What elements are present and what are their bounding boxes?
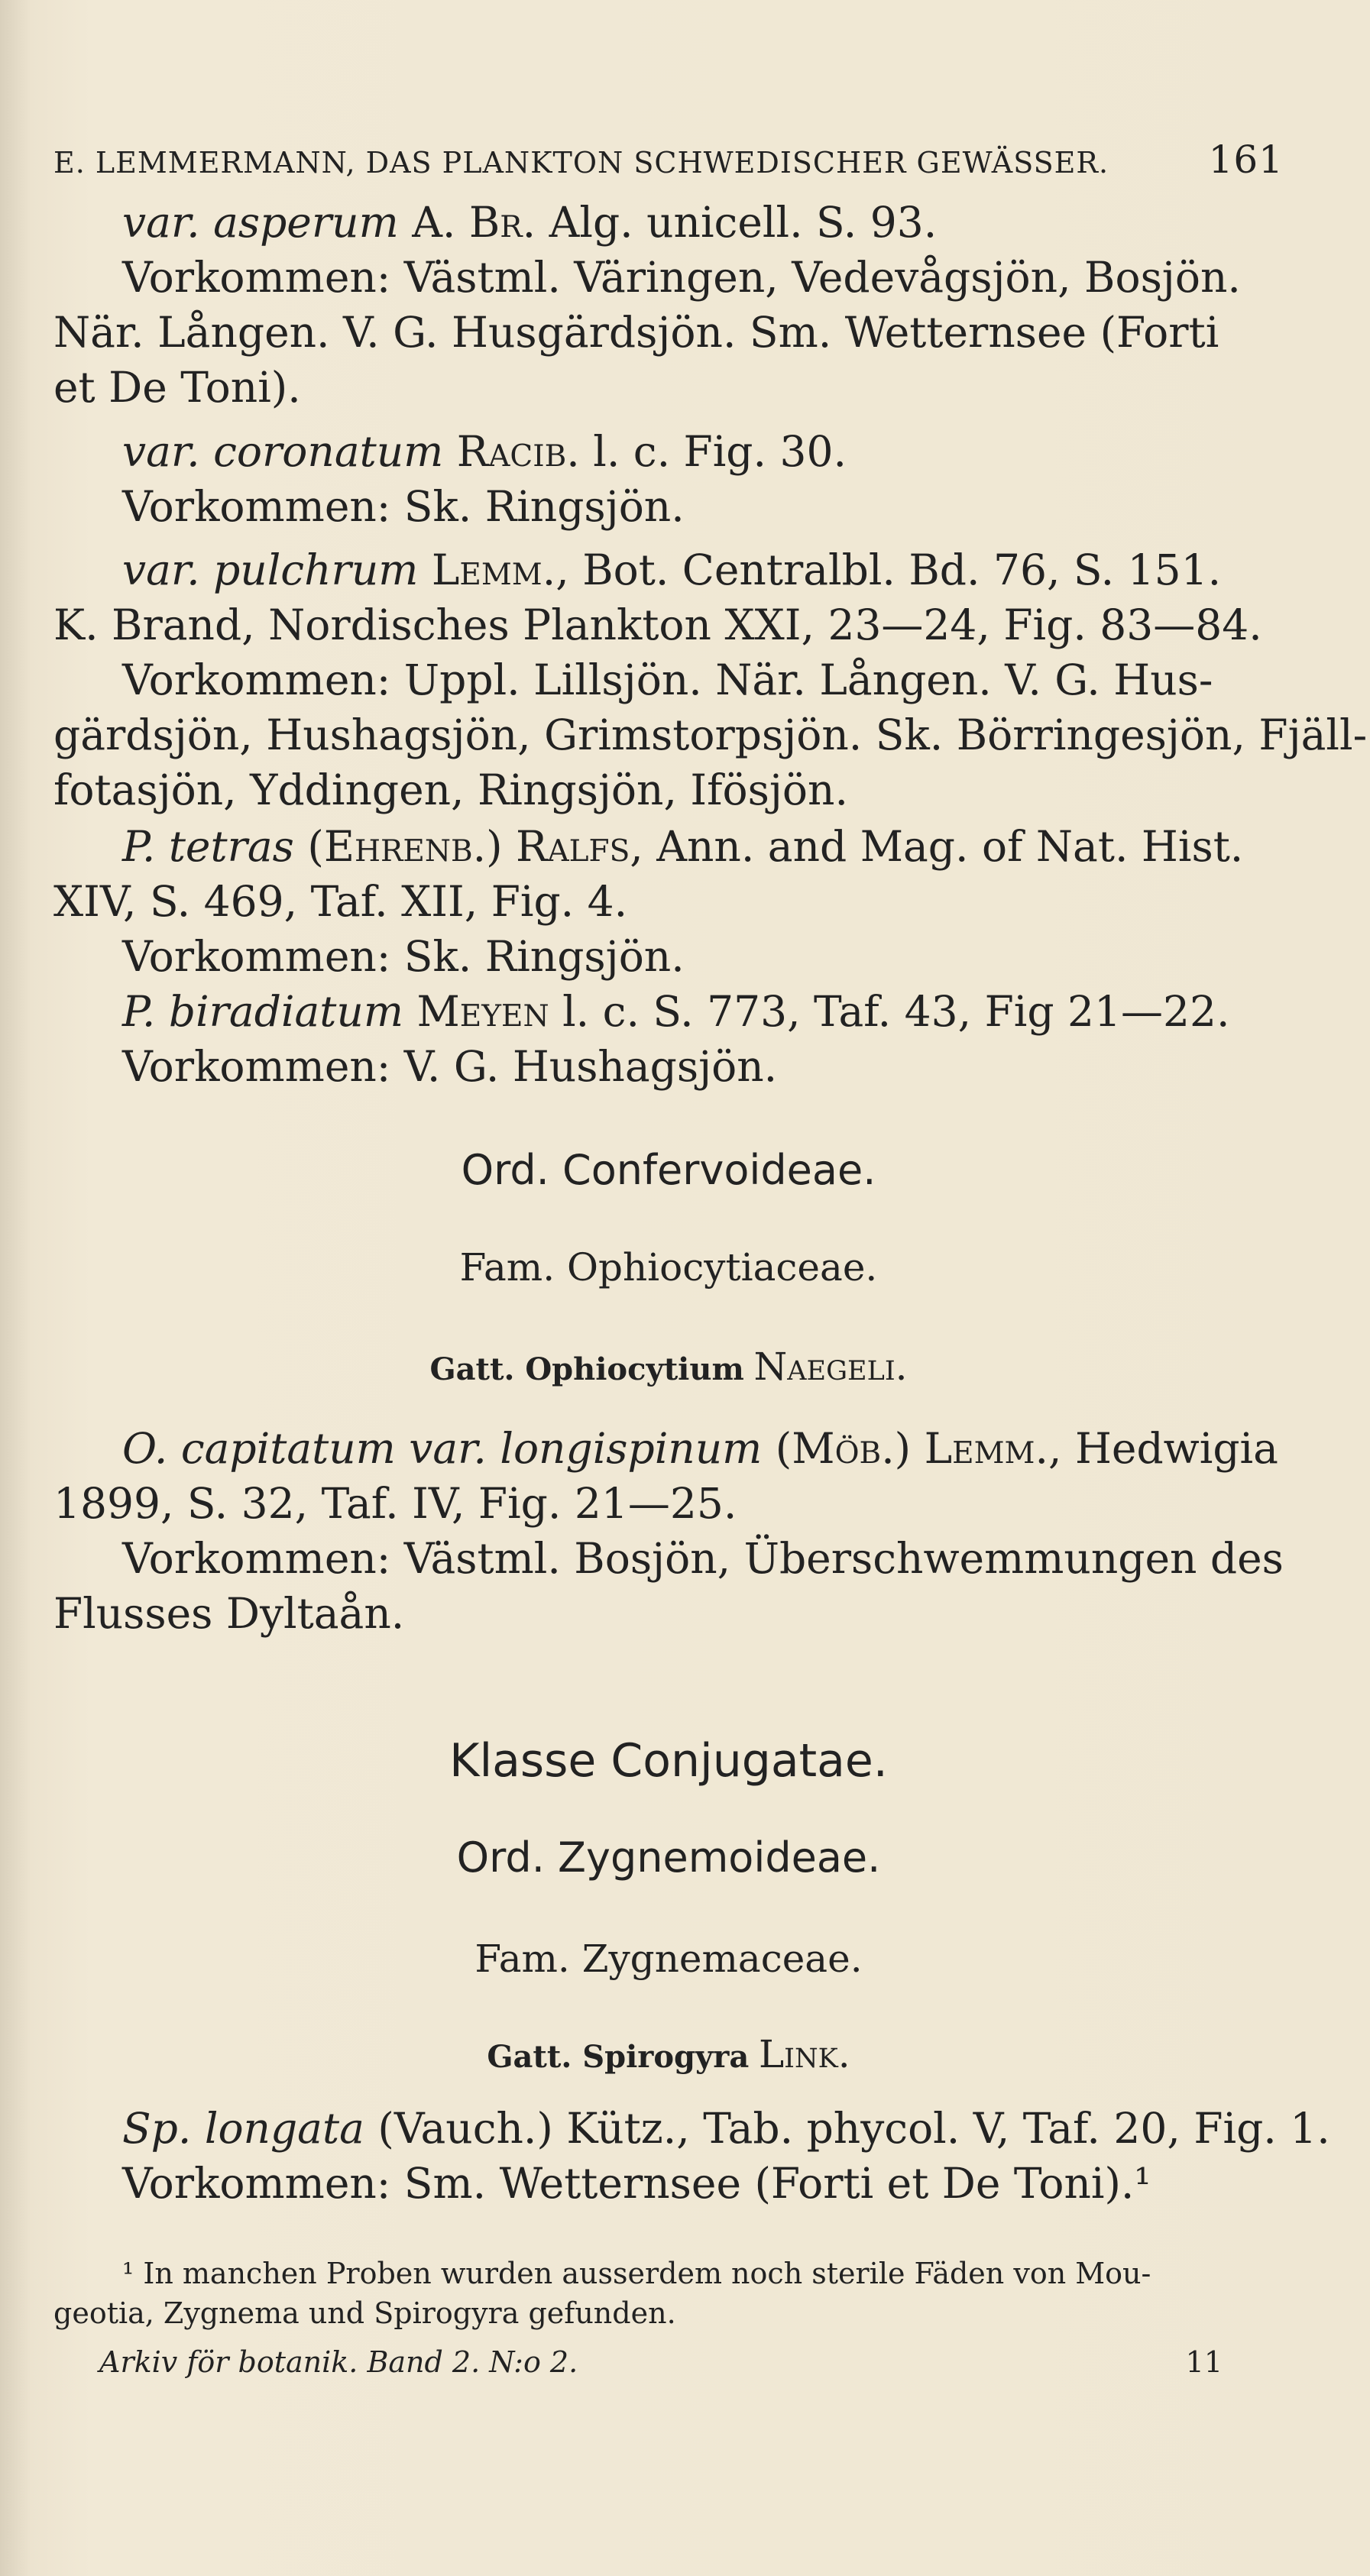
entry-line: När. Lången. V. G. Husgärdsjön. Sm. Wetternsee (Forti <box>53 308 1219 357</box>
journal-signature: Arkiv för botanik. Band 2. N:o 2. <box>99 2345 578 2379</box>
entry-line: var. coronatum Racib. l. c. Fig. 30. <box>122 427 847 476</box>
entry-line: Flusses Dyltaån. <box>53 1589 405 1638</box>
entry-line: var. pulchrum Lemm., Bot. Centralbl. Bd. 76, S. 151. <box>122 545 1222 594</box>
entry-line: XIV, S. 469, Taf. XII, Fig. 4. <box>53 877 628 926</box>
entry-line: Vorkommen: Sk. Ringsjön. <box>122 932 685 981</box>
entry-line: K. Brand, Nordisches Plankton XXI, 23—24, Fig. 83—84. <box>53 600 1262 649</box>
running-title: E. LEMMERMANN, DAS PLANKTON SCHWEDISCHER GEWÄSSER. <box>53 146 1109 180</box>
order-heading: Ord. Zygnemoideae. <box>456 1833 881 1882</box>
entry-line: Vorkommen: Västml. Bosjön, Überschwemmungen des <box>122 1534 1284 1583</box>
order-heading: Ord. Confervoideae. <box>461 1146 876 1194</box>
entry-line: Vorkommen: Västml. Väringen, Vedevågsjön, Bosjön. <box>122 253 1241 302</box>
running-head <box>53 138 1284 182</box>
entry-line: Sp. longata (Vauch.) Kütz., Tab. phycol. V, Taf. 20, Fig. 1. <box>122 2104 1330 2153</box>
genus-heading: Gatt. Ophiocytium Naegeli. <box>429 1345 908 1389</box>
entry-line: Vorkommen: V. G. Hushagsjön. <box>122 1042 778 1091</box>
entry-line: P. tetras (Ehrenb.) Ralfs, Ann. and Mag. of Nat. Hist. <box>122 822 1244 871</box>
family-heading: Fam. Zygnemaceae. <box>474 1937 863 1981</box>
page-number: 161 <box>1208 138 1284 182</box>
entry-line: fotasjön, Yddingen, Ringsjön, Ifösjön. <box>53 765 848 814</box>
sheet-number: 11 <box>1185 2345 1223 2379</box>
class-heading: Klasse Conjugatae. <box>449 1734 888 1788</box>
entry-line: Vorkommen: Sk. Ringsjön. <box>122 482 685 531</box>
entry-line: P. biradiatum Meyen l. c. S. 773, Taf. 43, Fig 21—22. <box>122 987 1230 1036</box>
entry-line: Vorkommen: Sm. Wetternsee (Forti et De Toni).¹ <box>122 2159 1151 2208</box>
entry-line: 1899, S. 32, Taf. IV, Fig. 21—25. <box>53 1479 737 1528</box>
entry-line: Vorkommen: Uppl. Lillsjön. När. Lången. V. G. Hus- <box>122 655 1213 704</box>
footnote: ¹ In manchen Proben wurden ausserdem noch sterile Fäden von Mou- <box>122 2257 1151 2290</box>
footnote: geotia, Zygnema und Spirogyra gefunden. <box>53 2296 676 2330</box>
entry-line: et De Toni). <box>53 363 301 412</box>
family-heading: Fam. Ophiocytiaceae. <box>459 1245 878 1290</box>
entry-line: var. asperum A. Br. Alg. unicell. S. 93. <box>122 198 938 247</box>
page-footer <box>99 2345 1223 2379</box>
genus-heading: Gatt. Spirogyra Link. <box>487 2032 850 2076</box>
entry-line: gärdsjön, Hushagsjön, Grimstorpsjön. Sk. Börringesjön, Fjäll- <box>53 710 1368 759</box>
entry-line: O. capitatum var. longispinum (Möb.) Lemm., Hedwigia <box>122 1424 1278 1473</box>
